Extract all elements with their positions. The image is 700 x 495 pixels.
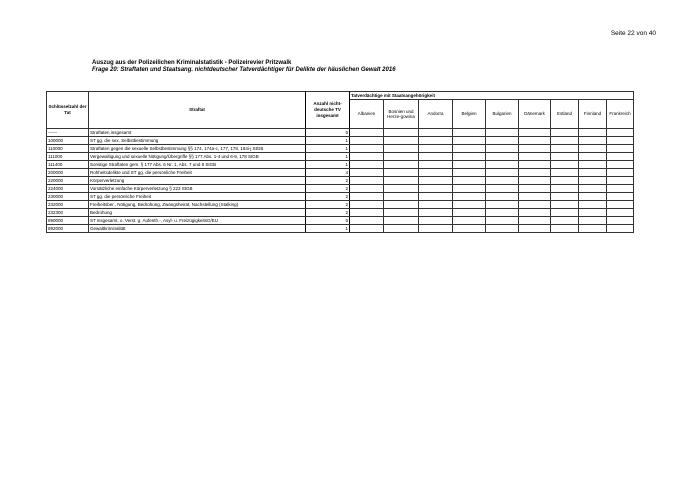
- country-cell: [579, 137, 607, 145]
- country-cell: [486, 177, 519, 185]
- country-cell: [519, 193, 551, 201]
- country-cell: [384, 129, 419, 137]
- country-cell: [486, 153, 519, 161]
- table-row: [47, 217, 634, 225]
- row-offense: Straftaten insgesamt: [89, 129, 306, 137]
- row-code: ------: [47, 129, 89, 137]
- country-cell: [551, 225, 579, 233]
- country-cell: [579, 217, 607, 225]
- country-cell: [419, 129, 453, 137]
- country-cell: [579, 193, 607, 201]
- country-cell: [579, 201, 607, 209]
- country-cell: [551, 145, 579, 153]
- country-cell: [350, 185, 384, 193]
- country-cell: [350, 161, 384, 169]
- table-row: [47, 129, 634, 137]
- country-cell: [419, 201, 453, 209]
- row-code: 892000: [47, 225, 89, 233]
- country-cell: [419, 185, 453, 193]
- country-cell: [419, 217, 453, 225]
- document-title: Auszug aus der Polizeilichen Kriminalstatistik - Polizeirevier Pritzwalk: [92, 60, 292, 66]
- country-cell: [419, 209, 453, 217]
- table-row: [47, 185, 634, 193]
- country-cell: [419, 169, 453, 177]
- country-cell: [419, 161, 453, 169]
- country-cell: [384, 177, 419, 185]
- country-cell: [419, 225, 453, 233]
- row-code: 200000: [47, 169, 89, 177]
- country-cell: [453, 185, 486, 193]
- country-cell: [551, 161, 579, 169]
- country-cell: [486, 169, 519, 177]
- header-nationality-group: Tatverdächtige mit Staatsangehörigkeit: [350, 92, 634, 100]
- header-country: Dänemark: [519, 100, 551, 129]
- country-cell: [384, 153, 419, 161]
- country-cell: [453, 209, 486, 217]
- header-country: Estland: [551, 100, 579, 129]
- country-cell: [551, 209, 579, 217]
- country-cell: [486, 201, 519, 209]
- row-code: 224000: [47, 185, 89, 193]
- country-cell: [453, 169, 486, 177]
- country-cell: [419, 153, 453, 161]
- country-cell: [579, 209, 607, 217]
- country-cell: [607, 169, 634, 177]
- row-offense: Bedrohung: [89, 209, 306, 217]
- header-offense: Straftat: [89, 92, 306, 129]
- country-cell: [607, 201, 634, 209]
- country-cell: [453, 129, 486, 137]
- row-code: 100000: [47, 137, 89, 145]
- country-cell: [579, 225, 607, 233]
- country-cell: [419, 145, 453, 153]
- country-cell: [519, 217, 551, 225]
- row-offense: Vorsätzliche einfache Körperverletzung § 223 StGB: [89, 185, 306, 193]
- row-offense: Rohheitsdelikte und ST gg. die persönliche Freiheit: [89, 169, 306, 177]
- country-cell: [519, 153, 551, 161]
- row-count: 5: [306, 129, 350, 137]
- country-cell: [551, 177, 579, 185]
- country-cell: [607, 185, 634, 193]
- country-cell: [607, 217, 634, 225]
- country-cell: [419, 193, 453, 201]
- country-cell: [384, 169, 419, 177]
- country-cell: [453, 193, 486, 201]
- row-code: 232000: [47, 201, 89, 209]
- country-cell: [384, 137, 419, 145]
- country-cell: [579, 129, 607, 137]
- country-cell: [453, 225, 486, 233]
- country-cell: [551, 217, 579, 225]
- header-country: Finnland: [579, 100, 607, 129]
- table-row: [47, 137, 634, 145]
- country-cell: [551, 201, 579, 209]
- row-offense: Straftaten gegen die sexuelle Selbstbestimmung §§ 174, 174a-c, 177, 178, 184i-j StGB: [89, 145, 306, 153]
- row-count: 4: [306, 169, 350, 177]
- country-cell: [519, 137, 551, 145]
- country-cell: [486, 145, 519, 153]
- document-subtitle: Frage 20: Straftaten und Staatsang. nichtdeutscher Tatverdächtiger für Delikte der häuslichen Gewalt 2016: [92, 67, 396, 73]
- country-cell: [519, 129, 551, 137]
- table-row: [47, 177, 634, 185]
- country-cell: [384, 145, 419, 153]
- row-count: 1: [306, 225, 350, 233]
- table-row: [47, 145, 634, 153]
- row-code: 232300: [47, 209, 89, 217]
- country-cell: [419, 137, 453, 145]
- country-cell: [350, 177, 384, 185]
- table-row: [47, 169, 634, 177]
- country-cell: [486, 217, 519, 225]
- country-cell: [579, 153, 607, 161]
- table-row: [47, 201, 634, 209]
- country-cell: [453, 201, 486, 209]
- country-cell: [519, 209, 551, 217]
- table-row: [47, 153, 634, 161]
- country-cell: [486, 209, 519, 217]
- row-count: 2: [306, 209, 350, 217]
- country-cell: [486, 225, 519, 233]
- header-country: Bulgarien: [486, 100, 519, 129]
- country-cell: [350, 225, 384, 233]
- country-cell: [607, 129, 634, 137]
- country-cell: [350, 145, 384, 153]
- country-cell: [384, 217, 419, 225]
- page-number: Seite 22 von 40: [610, 30, 656, 37]
- row-code: 890000: [47, 217, 89, 225]
- country-cell: [486, 137, 519, 145]
- header-code: Schlüsselzahl der Tat: [47, 92, 89, 129]
- row-count: 2: [306, 193, 350, 201]
- row-count: 2: [306, 177, 350, 185]
- row-offense: ST insgesamt, o. Verst. g. Aufenth.-, Asyl- u. FreizügigkeitsG/EU: [89, 217, 306, 225]
- row-code: 230000: [47, 193, 89, 201]
- country-cell: [486, 129, 519, 137]
- country-cell: [607, 225, 634, 233]
- row-count: 5: [306, 217, 350, 225]
- row-offense: ST gg. die sex. Selbstbestimmung: [89, 137, 306, 145]
- header-country: Andorra: [419, 100, 453, 129]
- row-code: 111000: [47, 153, 89, 161]
- country-cell: [453, 145, 486, 153]
- country-cell: [607, 153, 634, 161]
- country-cell: [384, 209, 419, 217]
- country-cell: [519, 169, 551, 177]
- header-count: Anzahl nicht-deutsche TV insgesamt: [306, 92, 350, 129]
- header-country: Frankreich: [607, 100, 634, 129]
- table-row: [47, 161, 634, 169]
- country-cell: [453, 217, 486, 225]
- country-cell: [551, 129, 579, 137]
- country-cell: [551, 169, 579, 177]
- country-cell: [551, 153, 579, 161]
- country-cell: [453, 177, 486, 185]
- country-cell: [384, 201, 419, 209]
- country-cell: [551, 185, 579, 193]
- country-cell: [486, 185, 519, 193]
- header-country: Bosnien und Herze-gowina: [384, 100, 419, 129]
- country-cell: [519, 201, 551, 209]
- country-cell: [350, 169, 384, 177]
- row-count: 1: [306, 161, 350, 169]
- country-cell: [453, 161, 486, 169]
- country-cell: [419, 177, 453, 185]
- row-count: 1: [306, 153, 350, 161]
- country-cell: [579, 161, 607, 169]
- country-cell: [607, 193, 634, 201]
- country-cell: [519, 185, 551, 193]
- row-count: 2: [306, 185, 350, 193]
- country-cell: [579, 169, 607, 177]
- header-country: Albanien: [350, 100, 384, 129]
- statistics-table: [46, 91, 634, 233]
- row-count: 1: [306, 145, 350, 153]
- country-cell: [551, 193, 579, 201]
- country-cell: [384, 193, 419, 201]
- country-cell: [607, 177, 634, 185]
- row-offense: ST gg. die persönliche Freiheit: [89, 193, 306, 201]
- country-cell: [519, 225, 551, 233]
- table-row: [47, 193, 634, 201]
- row-code: 111400: [47, 161, 89, 169]
- table-row: [47, 225, 634, 233]
- row-count: 1: [306, 137, 350, 145]
- country-cell: [486, 193, 519, 201]
- row-offense: Gewaltkriminalität: [89, 225, 306, 233]
- country-cell: [607, 161, 634, 169]
- country-cell: [579, 177, 607, 185]
- table-row: [47, 209, 634, 217]
- country-cell: [486, 161, 519, 169]
- country-cell: [350, 217, 384, 225]
- country-cell: [350, 193, 384, 201]
- country-cell: [384, 225, 419, 233]
- country-cell: [519, 161, 551, 169]
- country-cell: [607, 209, 634, 217]
- country-cell: [607, 137, 634, 145]
- country-cell: [519, 177, 551, 185]
- country-cell: [350, 129, 384, 137]
- country-cell: [350, 137, 384, 145]
- country-cell: [579, 145, 607, 153]
- row-code: 220000: [47, 177, 89, 185]
- row-count: 2: [306, 201, 350, 209]
- country-cell: [551, 137, 579, 145]
- country-cell: [519, 145, 551, 153]
- country-cell: [384, 185, 419, 193]
- row-offense: Körperverletzung: [89, 177, 306, 185]
- country-cell: [607, 145, 634, 153]
- row-offense: Vergewaltigung und sexuelle Nötigung/Übergriffe §§ 177 Abs. 1-4 und 6-9, 178 StGB: [89, 153, 306, 161]
- row-code: 110000: [47, 145, 89, 153]
- country-cell: [453, 153, 486, 161]
- country-cell: [350, 201, 384, 209]
- country-cell: [350, 153, 384, 161]
- country-cell: [384, 161, 419, 169]
- country-cell: [453, 137, 486, 145]
- country-cell: [350, 209, 384, 217]
- header-country: Belgien: [453, 100, 486, 129]
- row-offense: Freiheitsber., Nötigung, Bedrohung, Zwangsheirat, Nachstellung (Stalking): [89, 201, 306, 209]
- row-offense: Sonstige Straftaten gem. § 177 Abs. 6 Nr. 1, Abs. 7 und 8 StGB: [89, 161, 306, 169]
- country-cell: [579, 185, 607, 193]
